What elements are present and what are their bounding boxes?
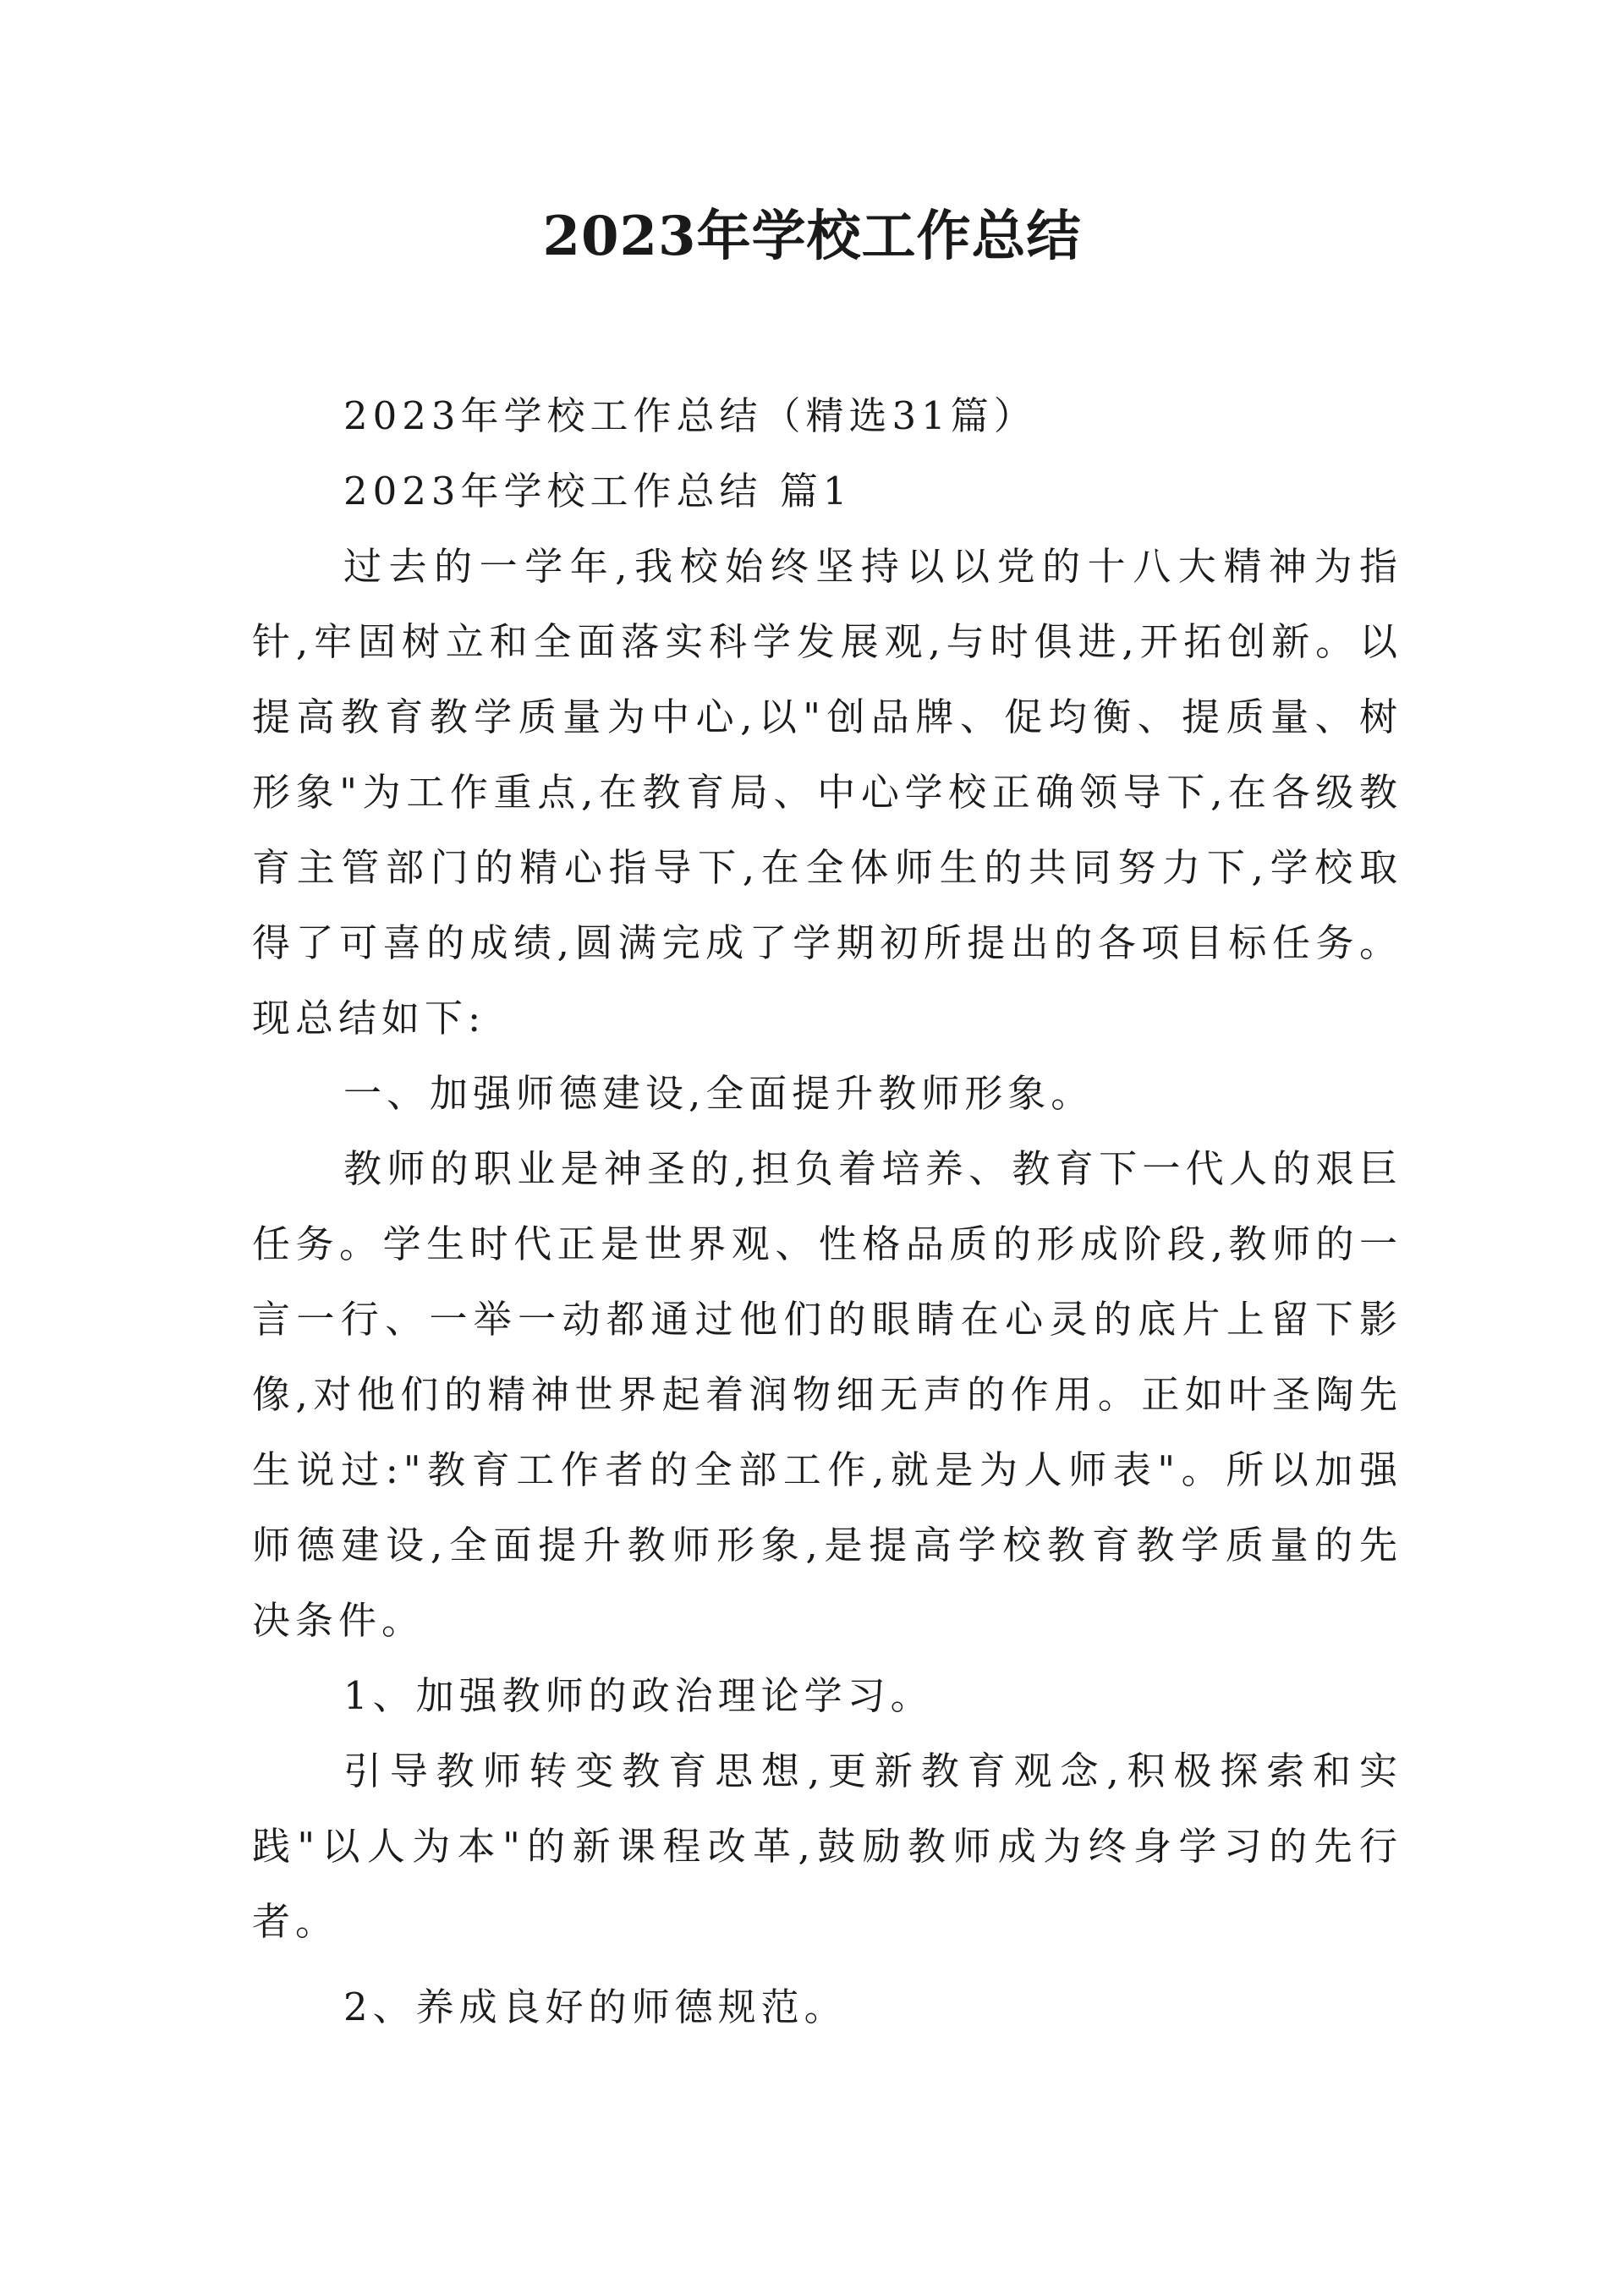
document-body — [252, 378, 1402, 2045]
subtitle-paragraph: 2023年学校工作总结（精选31篇） — [343, 393, 1037, 438]
document-title: 2023年学校工作总结 — [542, 205, 1082, 268]
item-1-paragraph: 引导教师转变教育思想,更新教育观念,积极探索和实践"以人为本"的新课程改革,鼓励教师成为终身学习的先行者。 — [252, 1749, 1402, 1944]
section-heading-paragraph: 2023年学校工作总结 篇1 — [343, 469, 853, 513]
item-2-heading: 2、养成良好的师德规范。 — [343, 1985, 848, 2029]
intro-paragraph: 过去的一学年,我校始终坚持以以党的十八大精神为指针,牢固树立和全面落实科学发展观,与时俱进,开拓创新。以提高教育教学质量为中心,以"创品牌、促均衡、提质量、树形象"为工作重点,在教育局、中心学校正确领导下,在各级教育主管部门的精心指导下,在全体师生的共同努力下,学校取得了可喜的成绩,圆满完成了学期初所提出的各项目标任务。现总结如下: — [252, 544, 1402, 1040]
teacher-role-paragraph: 教师的职业是神圣的,担负着培养、教育下一代人的艰巨任务。学生时代正是世界观、性格品质的形成阶段,教师的一言一行、一举一动都通过他们的眼睛在心灵的底片上留下影像,对他们的精神世界起着润物细无声的作用。正如叶圣陶先生说过:"教育工作者的全部工作,就是为人师表"。所以加强师德建设,全面提升教师形象,是提高学校教育教学质量的先决条件。 — [252, 1146, 1402, 1643]
item-1-heading: 1、加强教师的政治理论学习。 — [343, 1673, 934, 1718]
heading-teacher-ethics: 一、加强师德建设,全面提升教师形象。 — [343, 1071, 1095, 1116]
